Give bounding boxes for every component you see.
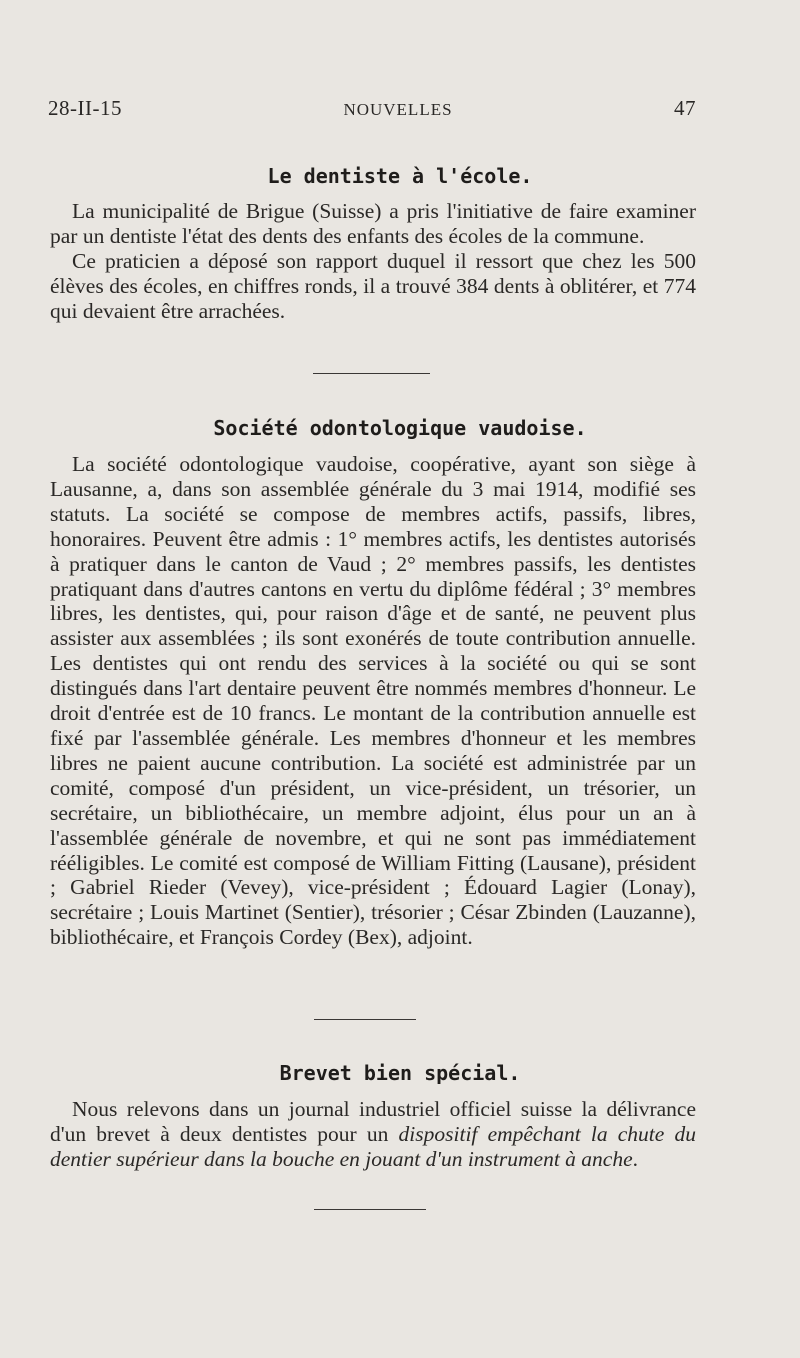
section-divider xyxy=(314,1019,416,1020)
running-head xyxy=(48,96,696,121)
brevet-text: Nous relevons dans un journal industriel officiel suisse la délivrance d'un brevet à deux dentistes pour un xyxy=(50,1097,696,1146)
brevet-invention-title: dispositif empêchant la chute du dentier supérieur dans la bouche en jouant d'un instrument à anche xyxy=(50,1121,697,1171)
page-number: 47 xyxy=(674,96,696,120)
article-body-societe-odontologique xyxy=(50,452,696,950)
paragraph: La société odontologique vaudoise, coopérative, ayant son siège à Lausanne, a, dans son assemblée générale du 3 mai 1914, modifié ses statuts. La société se compose de membres actifs, passifs, libres, honoraires. Peuvent être admis : 1° membres actifs, les dentistes autorisés à pratiquer dans le canton de Vaud ; 2° membres passifs, les dentistes pratiquant dans d'autres cantons en vertu du diplôme fédéral ; 3° membres libres, les dentistes, qui, pour raison d'âge et de santé, ne peuvent plus assister aux assemblées ; ils sont exonérés de toute contribution annuelle. Les dentistes qui ont rendu des services à la société ou qui se sont distingués dans l'art dentaire peuvent être nommés membres d'honneur. Le droit d'entrée est de 10 francs. Le montant de la contribution annuelle est fixé par l'assemblée générale. Les membres d'honneur et les membres libres ne paient aucune contribution. La société est administrée par un comité, composé d'un président, un vice-président, un trésorier, un secrétaire, un bibliothécaire, un membre adjoint, élus pour un an à l'assemblée générale de novembre, et qui ne sont pas immédiatement rééligibles. Le comité est composé de William Fitting (Lausane), président ; Gabriel Rieder (Vevey), vice-président ; Édouard Lagier (Lonay), secrétaire ; Louis Martinet (Sentier), trésorier ; César Zbinden (Lauzanne), bibliothécaire, et François Cordey (Bex), adjoint. xyxy=(50,452,696,950)
section-title: NOUVELLES xyxy=(343,100,453,119)
article-title-societe-odontologique: Société odontologique vaudoise. xyxy=(213,416,587,440)
section-divider xyxy=(313,373,430,374)
article-title-brevet: Brevet bien spécial. xyxy=(279,1061,521,1085)
article-title-dentiste-ecole: Le dentiste à l'école. xyxy=(267,164,533,188)
article-body-brevet xyxy=(50,1097,696,1172)
paragraph: Ce praticien a déposé son rapport duquel il ressort que chez les 500 élèves des écoles, en chiffres ronds, il a trouvé 384 dents à oblitérer, et 774 qui devaient être arrachées. xyxy=(50,248,696,323)
section-divider xyxy=(314,1209,426,1210)
paragraph: La municipalité de Brigue (Suisse) a pris l'initiative de faire examiner par un dentiste l'état des dents des enfants des écoles de la commune. xyxy=(50,199,696,248)
issue-date: 28-II-15 xyxy=(48,96,122,120)
brevet-text-end: . xyxy=(632,1146,639,1171)
article-body-dentiste-ecole xyxy=(50,199,696,324)
paragraph xyxy=(50,1097,696,1172)
